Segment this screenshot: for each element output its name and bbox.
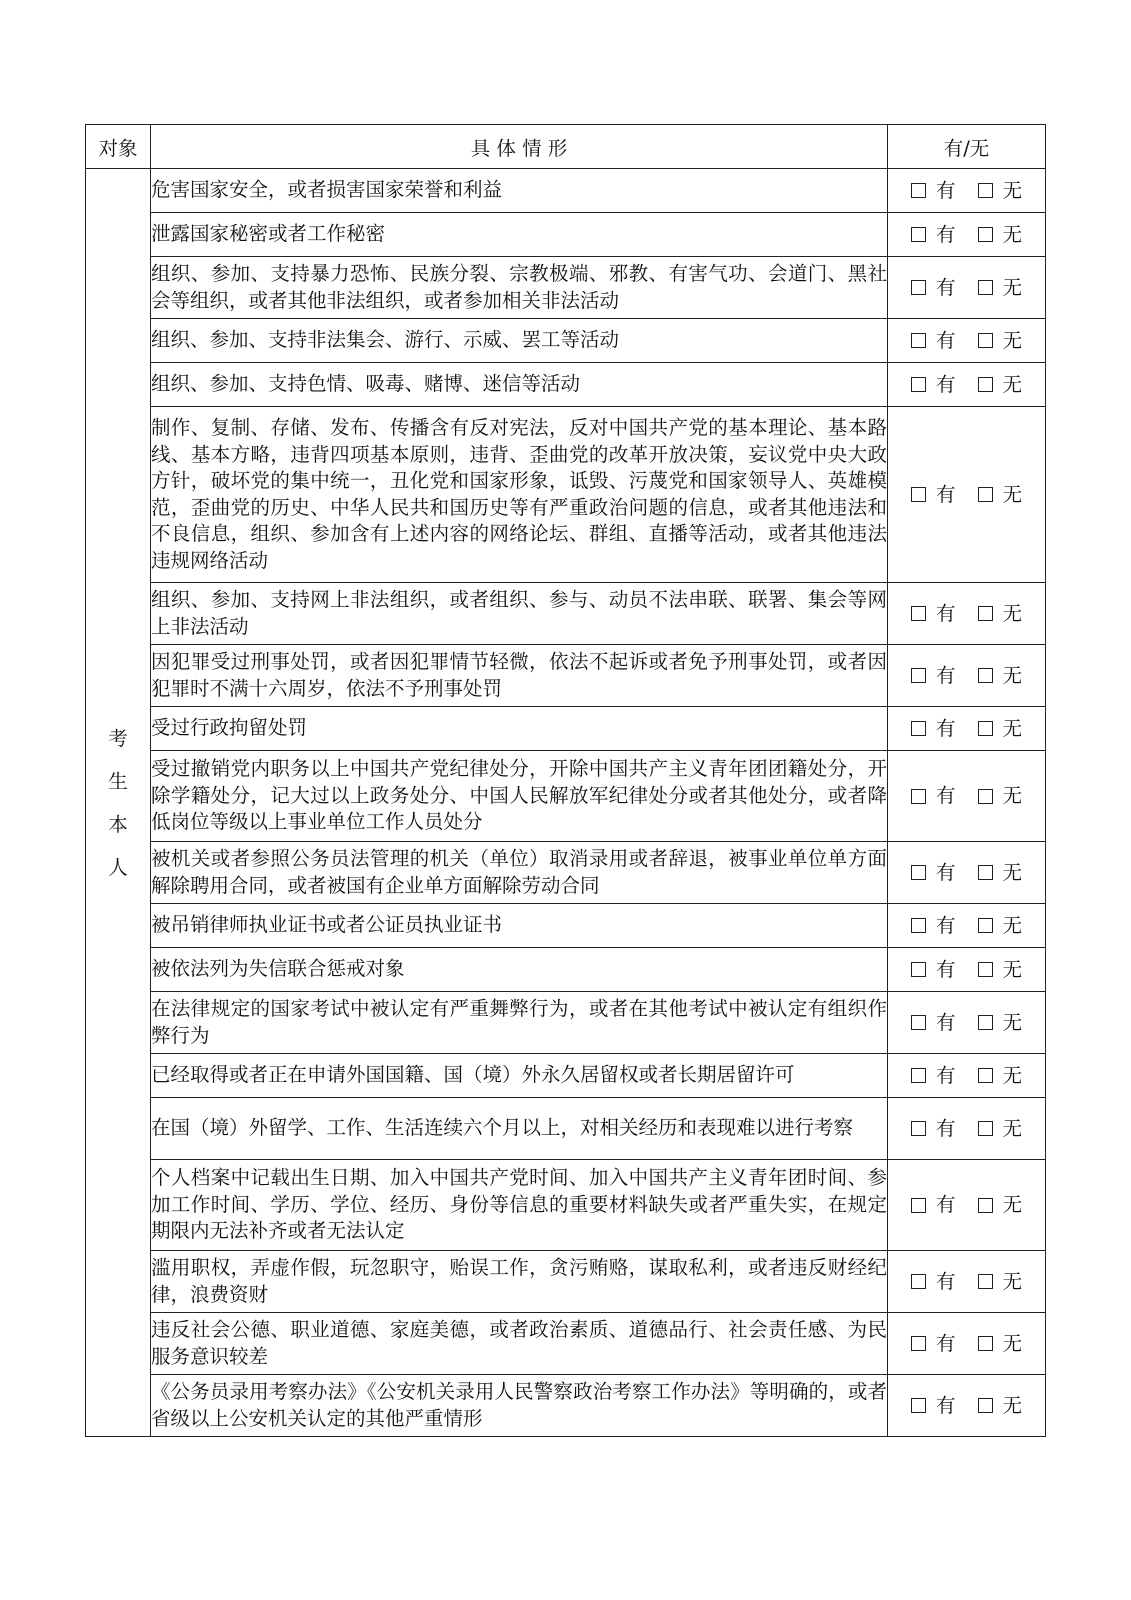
no-checkbox[interactable] [978, 1121, 993, 1136]
no-label: 无 [1002, 1116, 1023, 1140]
no-option[interactable] [978, 482, 1023, 506]
yes-option[interactable] [911, 275, 956, 299]
no-label: 无 [1002, 328, 1023, 352]
no-label: 无 [1002, 1393, 1023, 1417]
situation-text: 危害国家安全，或者损害国家荣誉和利益 [151, 169, 888, 213]
yes-no-cell [888, 645, 1046, 707]
table-row [86, 319, 1046, 363]
situation-text: 在国（境）外留学、工作、生活连续六个月以上，对相关经历和表现难以进行考察 [151, 1098, 888, 1160]
yes-option[interactable] [911, 1269, 956, 1293]
table-row [86, 1375, 1046, 1437]
yes-label: 有 [935, 860, 956, 884]
subject-char: 本 [108, 812, 128, 836]
yes-checkbox[interactable] [911, 227, 926, 242]
yes-option[interactable] [911, 913, 956, 937]
no-label: 无 [1002, 372, 1023, 396]
table-row [86, 948, 1046, 992]
yes-no-cell [888, 1313, 1046, 1375]
no-checkbox[interactable] [978, 183, 993, 198]
yes-label: 有 [935, 1331, 956, 1355]
yes-label: 有 [935, 957, 956, 981]
situation-text: 已经取得或者正在申请外国国籍、国（境）外永久居留权或者长期居留许可 [151, 1054, 888, 1098]
no-option[interactable] [978, 601, 1023, 625]
no-label: 无 [1002, 1331, 1023, 1355]
yes-no-cell [888, 1375, 1046, 1437]
no-label: 无 [1002, 222, 1023, 246]
yes-checkbox[interactable] [911, 789, 926, 804]
yes-option[interactable] [911, 786, 956, 806]
no-label: 无 [1002, 1193, 1023, 1216]
subject-cell [86, 169, 151, 1437]
yes-checkbox[interactable] [911, 280, 926, 295]
table-row [86, 707, 1046, 751]
no-label: 无 [1002, 601, 1023, 625]
no-option[interactable] [978, 1063, 1023, 1087]
no-option[interactable] [978, 957, 1023, 981]
yes-no-cell [888, 1251, 1046, 1313]
no-option[interactable] [978, 1393, 1023, 1417]
yes-checkbox[interactable] [911, 1274, 926, 1289]
yes-checkbox[interactable] [911, 865, 926, 880]
no-option[interactable] [978, 222, 1023, 246]
yes-label: 有 [935, 1193, 956, 1216]
table-row [86, 169, 1046, 213]
situation-text: 在法律规定的国家考试中被认定有严重舞弊行为，或者在其他考试中被认定有组织作弊行为 [151, 992, 888, 1054]
no-checkbox[interactable] [978, 1015, 993, 1030]
yes-label: 有 [935, 716, 956, 740]
yes-label: 有 [935, 1116, 956, 1140]
situation-text: 组织、参加、支持色情、吸毒、赌博、迷信等活动 [151, 363, 888, 407]
situation-text: 个人档案中记载出生日期、加入中国共产党时间、加入中国共产主义青年团时间、参加工作时间、学历、学位、经历、身份等信息的重要材料缺失或者严重失实，在规定期限内无法补齐或者无法认定 [151, 1160, 888, 1251]
table-row [86, 1251, 1046, 1313]
yes-label: 有 [935, 482, 956, 506]
no-option[interactable] [978, 716, 1023, 740]
yes-option[interactable] [911, 1393, 956, 1417]
table-row [86, 1160, 1046, 1251]
yes-label: 有 [935, 1063, 956, 1087]
yes-label: 有 [935, 222, 956, 246]
yes-option[interactable] [911, 482, 956, 506]
yes-checkbox[interactable] [911, 721, 926, 736]
no-option[interactable] [978, 1195, 1023, 1215]
yes-no-cell [888, 583, 1046, 645]
yes-option[interactable] [911, 1010, 956, 1034]
yes-no-cell [888, 213, 1046, 257]
yes-label: 有 [935, 784, 956, 807]
situation-text: 违反社会公德、职业道德、家庭美德，或者政治素质、道德品行、社会责任感、为民服务意识较差 [151, 1313, 888, 1375]
subject-char: 人 [108, 855, 128, 879]
yes-checkbox[interactable] [911, 1198, 926, 1213]
yes-no-cell [888, 904, 1046, 948]
yes-option[interactable] [911, 601, 956, 625]
yes-no-cell [888, 842, 1046, 904]
yes-option[interactable] [911, 372, 956, 396]
yes-checkbox[interactable] [911, 962, 926, 977]
yes-checkbox[interactable] [911, 668, 926, 683]
no-checkbox[interactable] [978, 377, 993, 392]
yes-checkbox[interactable] [911, 333, 926, 348]
no-checkbox[interactable] [978, 962, 993, 977]
no-checkbox[interactable] [978, 1398, 993, 1413]
no-checkbox[interactable] [978, 918, 993, 933]
yes-checkbox[interactable] [911, 487, 926, 502]
yes-checkbox[interactable] [911, 377, 926, 392]
situation-text: 组织、参加、支持暴力恐怖、民族分裂、宗教极端、邪教、有害气功、会道门、黑社会等组织，或者其他非法组织，或者参加相关非法活动 [151, 257, 888, 319]
no-checkbox[interactable] [978, 280, 993, 295]
situation-text: 被吊销律师执业证书或者公证员执业证书 [151, 904, 888, 948]
yes-checkbox[interactable] [911, 1015, 926, 1030]
table-row [86, 992, 1046, 1054]
yes-label: 有 [935, 913, 956, 937]
yes-option[interactable] [911, 860, 956, 884]
no-label: 无 [1002, 957, 1023, 981]
yes-option[interactable] [911, 1331, 956, 1355]
table-row [86, 645, 1046, 707]
table-body [86, 169, 1046, 1437]
table-row [86, 751, 1046, 842]
yes-no-cell [888, 169, 1046, 213]
yes-label: 有 [935, 275, 956, 299]
no-option[interactable] [978, 786, 1023, 806]
political-review-table [85, 124, 1046, 1437]
situation-text: 被机关或者参照公务员法管理的机关（单位）取消录用或者辞退，被事业单位单方面解除聘用合同，或者被国有企业单方面解除劳动合同 [151, 842, 888, 904]
no-label: 无 [1002, 178, 1023, 202]
yes-no-cell [888, 1098, 1046, 1160]
yes-option[interactable] [911, 178, 956, 202]
yes-label: 有 [935, 328, 956, 352]
no-option[interactable] [978, 1116, 1023, 1140]
yes-option[interactable] [911, 663, 956, 687]
table-row [86, 1054, 1046, 1098]
yes-option[interactable] [911, 716, 956, 740]
yes-no-cell [888, 751, 1046, 842]
table-row [86, 257, 1046, 319]
table-row [86, 842, 1046, 904]
no-label: 无 [1002, 1269, 1023, 1293]
yes-label: 有 [935, 178, 956, 202]
situation-text: 滥用职权，弄虚作假，玩忽职守，贻误工作，贪污贿赂，谋取私利，或者违反财经纪律，浪费资财 [151, 1251, 888, 1313]
no-checkbox[interactable] [978, 487, 993, 502]
situation-text: 《公务员录用考察办法》《公安机关录用人民警察政治考察工作办法》等明确的，或者省级以上公安机关认定的其他严重情形 [151, 1375, 888, 1437]
no-label: 无 [1002, 860, 1023, 884]
no-label: 无 [1002, 663, 1023, 687]
no-option[interactable] [978, 1269, 1023, 1293]
no-option[interactable] [978, 1010, 1023, 1034]
yes-no-cell [888, 407, 1046, 583]
no-label: 无 [1002, 716, 1023, 740]
no-checkbox[interactable] [978, 1198, 993, 1213]
yes-no-cell [888, 363, 1046, 407]
no-checkbox[interactable] [978, 668, 993, 683]
no-label: 无 [1002, 482, 1023, 506]
no-label: 无 [1002, 784, 1023, 807]
situation-text: 因犯罪受过刑事处罚，或者因犯罪情节轻微，依法不起诉或者免予刑事处罚，或者因犯罪时不满十六周岁，依法不予刑事处罚 [151, 645, 888, 707]
header-yes-no: 有/无 [888, 125, 1046, 169]
yes-no-cell [888, 257, 1046, 319]
yes-no-cell [888, 707, 1046, 751]
yes-checkbox[interactable] [911, 1121, 926, 1136]
no-checkbox[interactable] [978, 333, 993, 348]
yes-no-cell [888, 319, 1046, 363]
yes-checkbox[interactable] [911, 183, 926, 198]
yes-no-cell [888, 948, 1046, 992]
no-label: 无 [1002, 913, 1023, 937]
no-checkbox[interactable] [978, 1068, 993, 1083]
yes-label: 有 [935, 601, 956, 625]
no-checkbox[interactable] [978, 1274, 993, 1289]
no-option[interactable] [978, 860, 1023, 884]
table-row [86, 904, 1046, 948]
yes-checkbox[interactable] [911, 918, 926, 933]
table-row [86, 1313, 1046, 1375]
subject-char: 考 [108, 726, 128, 750]
situation-text: 受过行政拘留处罚 [151, 707, 888, 751]
yes-no-cell [888, 1160, 1046, 1251]
no-option[interactable] [978, 178, 1023, 202]
yes-label: 有 [935, 1010, 956, 1034]
table-row [86, 213, 1046, 257]
header-situation: 具 体 情 形 [151, 125, 888, 169]
no-option[interactable] [978, 372, 1023, 396]
yes-no-cell [888, 992, 1046, 1054]
header-subject: 对象 [86, 125, 151, 169]
yes-option[interactable] [911, 957, 956, 981]
no-option[interactable] [978, 913, 1023, 937]
yes-option[interactable] [911, 1195, 956, 1215]
situation-text: 组织、参加、支持非法集会、游行、示威、罢工等活动 [151, 319, 888, 363]
table-row [86, 363, 1046, 407]
yes-label: 有 [935, 1393, 956, 1417]
table-row [86, 407, 1046, 583]
table-row [86, 583, 1046, 645]
table-row [86, 1098, 1046, 1160]
yes-label: 有 [935, 663, 956, 687]
no-option[interactable] [978, 663, 1023, 687]
no-label: 无 [1002, 275, 1023, 299]
situation-text: 组织、参加、支持网上非法组织，或者组织、参与、动员不法串联、联署、集会等网上非法活动 [151, 583, 888, 645]
yes-option[interactable] [911, 1116, 956, 1140]
yes-checkbox[interactable] [911, 1068, 926, 1083]
no-checkbox[interactable] [978, 865, 993, 880]
yes-label: 有 [935, 1269, 956, 1293]
situation-text: 制作、复制、存储、发布、传播含有反对宪法，反对中国共产党的基本理论、基本路线、基本方略，违背四项基本原则，违背、歪曲党的改革开放决策，妄议党中央大政方针，破坏党的集中统一，丑化党和国家形象，诋毁、污蔑党和国家领导人、英雄模范，歪曲党的历史、中华人民共和国历史等有严重政治问题的信息，或者其他违法和不良信息，组织、参加含有上述内容的网络论坛、群组、直播等活动，或者其他违法违规网络活动 [151, 407, 888, 583]
yes-option[interactable] [911, 328, 956, 352]
yes-option[interactable] [911, 1063, 956, 1087]
yes-no-cell [888, 1054, 1046, 1098]
yes-label: 有 [935, 372, 956, 396]
no-option[interactable] [978, 1331, 1023, 1355]
yes-checkbox[interactable] [911, 606, 926, 621]
no-checkbox[interactable] [978, 1336, 993, 1351]
yes-checkbox[interactable] [911, 1398, 926, 1413]
no-option[interactable] [978, 328, 1023, 352]
yes-option[interactable] [911, 222, 956, 246]
no-label: 无 [1002, 1063, 1023, 1087]
situation-text: 被依法列为失信联合惩戒对象 [151, 948, 888, 992]
situation-text: 受过撤销党内职务以上中国共产党纪律处分，开除中国共产主义青年团团籍处分，开除学籍处分，记大过以上政务处分、中国人民解放军纪律处分或者其他处分，或者降低岗位等级以上事业单位工作人员处分 [151, 751, 888, 842]
no-option[interactable] [978, 275, 1023, 299]
situation-text: 泄露国家秘密或者工作秘密 [151, 213, 888, 257]
subject-char: 生 [108, 769, 128, 793]
no-checkbox[interactable] [978, 227, 993, 242]
no-checkbox[interactable] [978, 721, 993, 736]
yes-checkbox[interactable] [911, 1336, 926, 1351]
no-checkbox[interactable] [978, 606, 993, 621]
no-label: 无 [1002, 1010, 1023, 1034]
no-checkbox[interactable] [978, 789, 993, 804]
table-header-row [86, 125, 1046, 169]
